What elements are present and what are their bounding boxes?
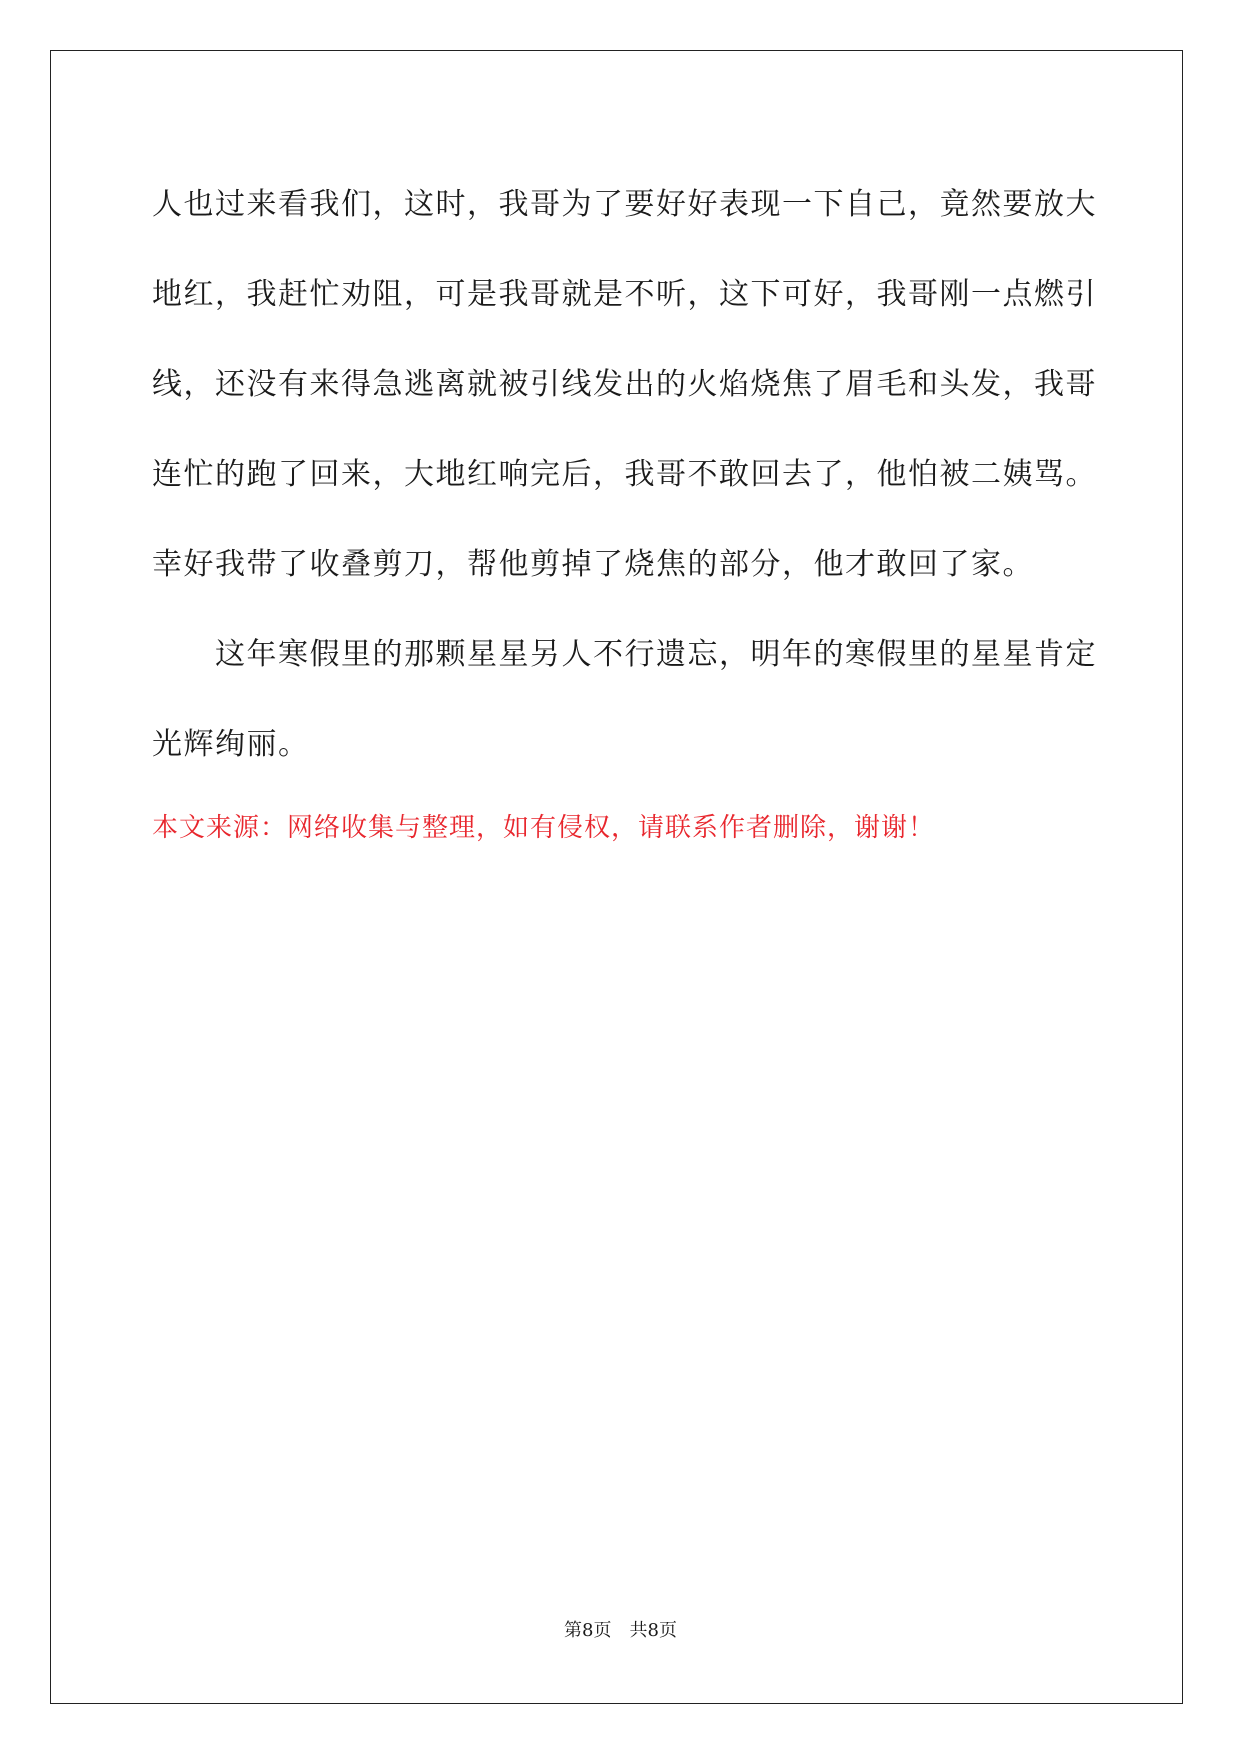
text-line: 连忙的跑了回来，大地红响完后，我哥不敢回去了，他怕被二姨骂。 [152, 457, 1097, 492]
page-number-footer: 第8页 共8页 [564, 1620, 677, 1641]
source-notice: 本文来源：网络收集与整理，如有侵权，请联系作者删除，谢谢！ [152, 813, 936, 843]
text-line: 地红，我赶忙劝阻，可是我哥就是不听，这下可好，我哥刚一点燃引 [152, 277, 1097, 312]
paragraph-1 [152, 160, 1097, 610]
text-line: 幸好我带了收叠剪刀，帮他剪掉了烧焦的部分，他才敢回了家。 [152, 547, 1034, 582]
text-line: 光辉绚丽。 [152, 727, 310, 762]
text-line: 这年寒假里的那颗星星另人不行遗忘，明年的寒假里的星星肯定 [152, 637, 1097, 672]
text-line: 线，还没有来得急逃离就被引线发出的火焰烧焦了眉毛和头发，我哥 [152, 367, 1097, 402]
paragraph-2 [152, 610, 1097, 790]
text-line: 人也过来看我们，这时，我哥为了要好好表现一下自己，竟然要放大 [152, 187, 1097, 222]
document-body [152, 160, 1097, 790]
